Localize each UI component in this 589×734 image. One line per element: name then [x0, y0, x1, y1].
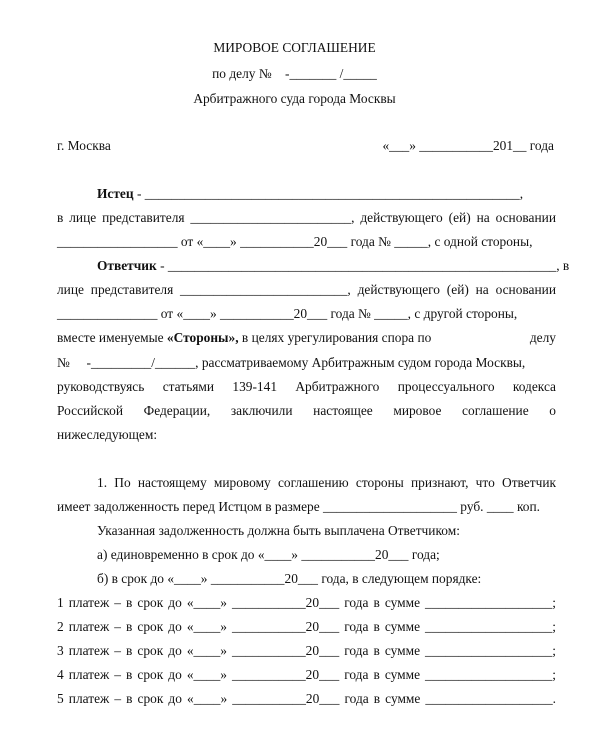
defendant-basis-line: _______________ от «____» ___________20___ года № _____, с другой стороны,	[57, 306, 518, 321]
city: г. Москва	[57, 138, 111, 153]
clause1-line-2: имеет задолженность перед Истцом в размере ____________________ руб. ____ коп.	[57, 499, 541, 514]
payment-line-1: 1 платеж – в срок до «____» ___________20___ года в сумме ___________________;	[57, 595, 556, 610]
plaintiff-label: Истец	[97, 186, 134, 201]
parties-line-1-end: делу	[529, 330, 556, 345]
parties-term: «Стороны»,	[166, 330, 239, 345]
defendant-name-blank: - __________________________________________________________, в	[156, 258, 570, 273]
parties-line-4: Российской Федерации, заключили настоящее мировое соглашение о	[57, 403, 556, 418]
document-title: МИРОВОЕ СОГЛАШЕНИЕ	[213, 40, 376, 55]
clause1-option-b: б) в срок до «____» ___________20___ года, в следующем порядке:	[97, 571, 482, 586]
plaintiff-basis-line: __________________ от «____» ___________20___ года № _____, с одной стороны,	[57, 234, 533, 249]
plaintiff-name-blank: - ________________________________________________________,	[133, 186, 524, 201]
clause1-option-a: а) единовременно в срок до «____» ___________20___ года;	[97, 547, 440, 562]
clause1-line-3: Указанная задолженность должна быть выплачена Ответчиком:	[97, 523, 460, 538]
agreement-date: «___» ___________201__ года	[382, 138, 554, 153]
clause1-line-1: 1. По настоящему мировому соглашению стороны признают, что Ответчик	[97, 475, 556, 490]
defendant-label: Ответчик	[97, 258, 157, 273]
payment-line-3: 3 платеж – в срок до «____» ___________20___ года в сумме ___________________;	[57, 643, 556, 658]
parties-line-1: вместе именуемые «Стороны», в целях урегулирования спора по	[57, 330, 432, 345]
payment-line-5: 5 платеж – в срок до «____» ___________20___ года в сумме ___________________.	[57, 691, 556, 706]
parties-line-3: руководствуясь статьями 139-141 Арбитражного процессуального кодекса	[57, 379, 556, 394]
court-name: Арбитражного суда города Москвы	[193, 91, 396, 106]
payment-line-2: 2 платеж – в срок до «____» ___________20___ года в сумме ___________________;	[57, 619, 556, 634]
parties-line-2: № -_________/______, рассматриваемому Арбитражным судом города Москвы,	[57, 355, 526, 370]
parties-line-5: нижеследующем:	[57, 427, 158, 442]
defendant-line	[97, 258, 570, 274]
defendant-representative-line: лице представителя _________________________, действующего (ей) на основании	[57, 282, 556, 297]
plaintiff-representative-line: в лице представителя ________________________, действующего (ей) на основании	[57, 210, 556, 225]
case-number-line: по делу № -_______ /_____	[212, 66, 377, 81]
plaintiff-line	[97, 186, 557, 202]
payment-line-4: 4 платеж – в срок до «____» ___________20___ года в сумме ___________________;	[57, 667, 556, 682]
